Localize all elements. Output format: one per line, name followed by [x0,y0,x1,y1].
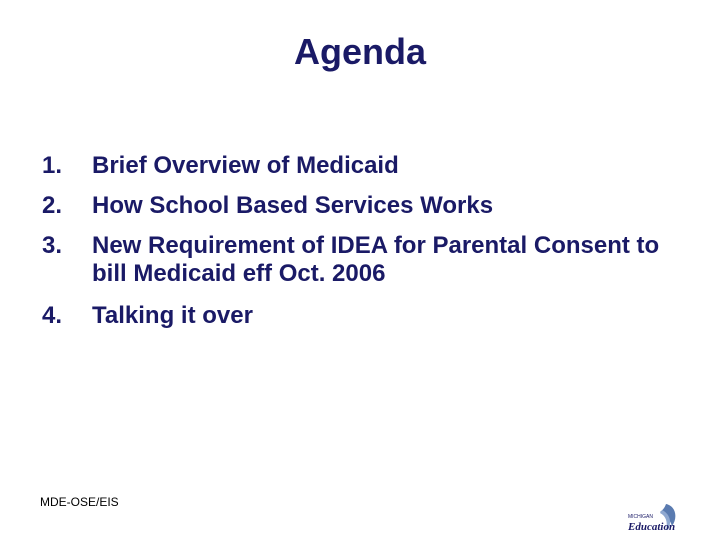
agenda-list [42,152,682,342]
agenda-item-3 [42,232,682,288]
michigan-education-logo [626,500,678,536]
agenda-item-text: Talking it over [92,302,253,329]
logo-top-text: MICHIGAN [628,514,653,520]
agenda-item-text: New Requirement of IDEA for Parental Consent to bill Medicaid eff Oct. 2006 [92,232,660,287]
footer-label: MDE-OSE/EIS [40,495,119,509]
agenda-item-number: 4. [42,302,63,329]
agenda-item-text: Brief Overview of Medicaid [92,152,399,179]
agenda-item-2 [42,192,682,220]
agenda-item-text: How School Based Services Works [92,192,494,219]
agenda-item-number: 3. [42,232,63,259]
logo-main-text: Education [628,521,676,533]
agenda-item-1 [42,152,682,180]
agenda-item-number: 2. [42,192,63,219]
page-title: Agenda [293,31,426,72]
agenda-item-4 [42,302,682,330]
agenda-item-number: 1. [42,152,63,179]
